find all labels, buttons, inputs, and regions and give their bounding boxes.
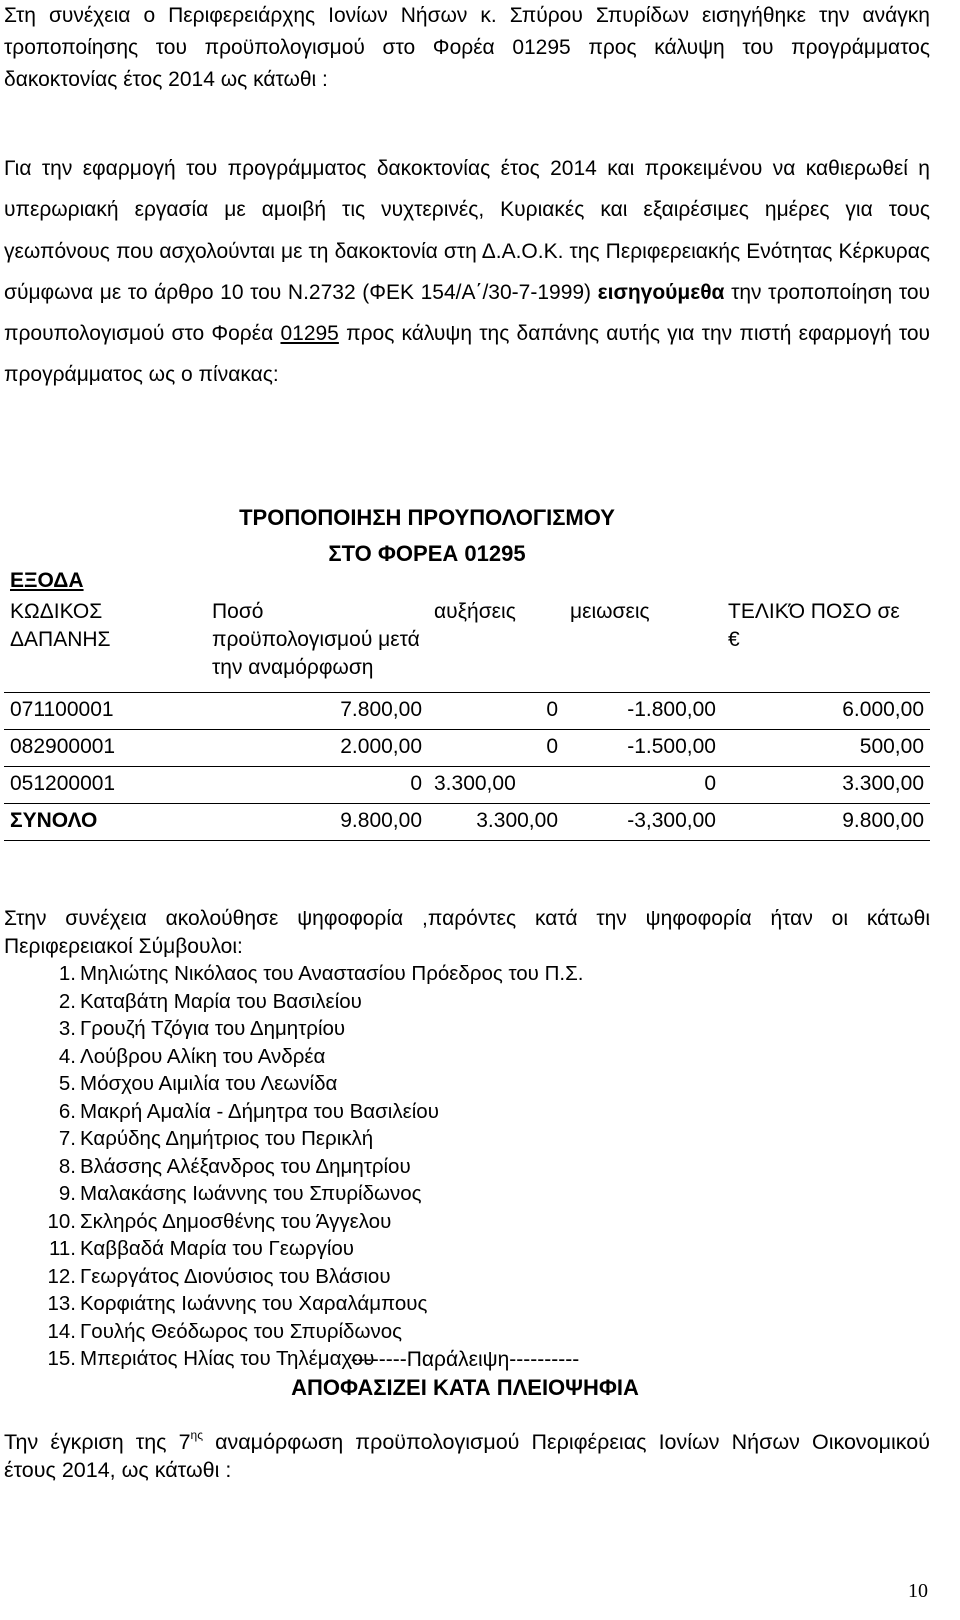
list-item: 14. Γουλής Θεόδωρος του Σπυρίδωνος — [47, 1319, 402, 1343]
row-increase: 0 — [428, 693, 564, 730]
row-amount: 0 — [206, 767, 428, 804]
total-final: 9.800,00 — [722, 804, 930, 841]
list-item: 3. Γρουζή Τζόγια του Δημητρίου — [58, 1017, 346, 1040]
col-final-label: ΤΕΛΙΚΌ ΠΟΣΟ σε — [728, 600, 900, 623]
col-increase-header: αυξήσεις — [428, 596, 564, 693]
proposal-bold: εισηγούμεθα — [597, 280, 725, 304]
table-title: ΤΡΟΠΟΠΟΙΗΣΗ ΠΡΟΥΠΟΛΟΓΙΣΜΟΥ — [239, 505, 615, 530]
list-item: 4. Λούβρου Αλίκη του Ανδρέα — [58, 1044, 326, 1068]
list-item: 8. Βλάσσης Αλέξανδρος του Δημητρίου — [58, 1154, 411, 1178]
euro-sign: € — [728, 628, 740, 651]
vote-paragraph: Στην συνέχεια ακολούθησε ψηφοφορία ,παρόντες κατά την ψηφοφορία ήταν οι κάτωθι Περιφερειακοί Σύμβουλοι: — [4, 907, 930, 958]
col-decrease-header: μειωσεις — [564, 596, 722, 693]
row-final: 500,00 — [722, 730, 930, 767]
proposal-text-3: προς κάλυψη της δαπάνης αυτής για την πιστή εφαρμογή του προγράμματος ως ο πίνακας: — [4, 322, 931, 387]
list-item: 13. Κορφιάτης Ιωάννης του Χαραλάμπους — [47, 1292, 428, 1315]
row-code: 051200001 — [4, 767, 206, 804]
row-final: 3.300,00 — [722, 767, 930, 804]
budget-table — [4, 568, 930, 841]
list-item: 10. Σκληρός Δημοσθένης του Άγγελου — [47, 1209, 392, 1233]
row-increase: 3.300,00 — [428, 767, 564, 804]
members-list — [47, 960, 584, 1373]
list-item: 15. Μπεριάτος Ηλίας του Τηλέμαχου — [47, 1347, 375, 1370]
table-total-row — [4, 804, 930, 841]
list-item: 7. Καρύδης Δημήτριος του Περικλή — [58, 1127, 374, 1150]
total-label: ΣΥΝΟΛΟ — [4, 804, 206, 841]
table-subtitle: ΣΤΟ ΦΟΡΕΑ 01295 — [328, 541, 526, 566]
proposal-paragraph — [4, 148, 930, 396]
row-increase: 0 — [428, 730, 564, 767]
col-amount-header: Ποσό προϋπολογισμού μετά την αναμόρφωση — [206, 596, 428, 693]
intro-paragraph: Στη συνέχεια ο Περιφερειάρχης Ιονίων Νήσων κ. Σπύρου Σπυρίδων εισηγήθηκε την ανάγκη τροποποίησης του προϋπολογισμού στο Φορέα 01295 προς κάλυψη του προγράμματος δακοκτονίας έτος 2014 ως κάτωθι : — [4, 4, 930, 91]
col-code-header: ΚΩΔΙΚΟΣ ΔΑΠΑΝΗΣ — [4, 596, 206, 693]
row-amount: 7.800,00 — [206, 693, 428, 730]
list-item: 5. Μόσχου Αιμιλία του Λεωνίδα — [58, 1072, 338, 1095]
row-final: 6.000,00 — [722, 693, 930, 730]
total-amount: 9.800,00 — [206, 804, 428, 841]
row-decrease: 0 — [564, 767, 722, 804]
table-row — [4, 767, 930, 804]
list-item: 9. Μαλακάσης Ιωάννης του Σπυρίδωνος — [58, 1182, 422, 1205]
section-row — [4, 568, 930, 596]
list-item: 2. Καταβάτη Μαρία του Βασιλείου — [58, 989, 362, 1013]
proposal-underlined-code: 01295 — [280, 322, 339, 346]
omission-marker: --------Παράλειψη---------- — [350, 1348, 580, 1371]
total-decrease: -3,300,00 — [564, 804, 722, 841]
list-item: 1. Μηλιώτης Νικόλαος του Αναστασίου Πρόεδρος του Π.Σ. — [58, 962, 584, 985]
col-final-header — [722, 596, 930, 693]
proposal-text-2: την τροποποίηση του προυπολογισμού στο Φορέα — [4, 280, 930, 346]
decision-heading: ΑΠΟΦΑΣΙΖΕΙ ΚΑΤΑ ΠΛΕΙΟΨΗΦΙΑ — [291, 1375, 639, 1400]
list-item: 11. Καββαδά Μαρία του Γεωργίου — [49, 1237, 354, 1260]
list-item: 12. Γεωργάτος Διονύσιος του Βλάσιου — [47, 1264, 391, 1288]
row-code: 071100001 — [4, 693, 206, 730]
row-decrease: -1.500,00 — [564, 730, 722, 767]
table-row — [4, 730, 930, 767]
row-decrease: -1.800,00 — [564, 693, 722, 730]
final-paragraph: Την έγκριση της $7^{\eta\varsigma}$ αναμόρφωση προϋπολογισμού Περιφέρειας Ιονίων Νήσων Οικονομικού έτους 2014, ως κάτωθι : — [4, 1428, 930, 1482]
ordinal-superscript: ης — [190, 1428, 204, 1442]
table-row — [4, 693, 930, 730]
table-header — [4, 596, 930, 693]
row-code: 082900001 — [4, 730, 206, 767]
section-label: ΕΞΟΔΑ — [10, 569, 84, 592]
total-increase: 3.300,00 — [428, 804, 564, 841]
page-number: 10 — [908, 1580, 928, 1602]
proposal-text-1: Για την εφαρμογή του προγράμματος δακοκτονίας έτος 2014 και προκειμένου να καθιερωθεί η υπερωριακή εργασία με αμοιβή τις νυχτερινές, Κυριακές και εξαιρέσιμες ημέρες για τους γεωπόνους που ασχολούνται με τη δακοκτονία στη Δ.Α.Ο.Κ. της Περιφερειακής Ενότητας Κέρκυρας σύμφωνα με το άρθρο 10 του Ν.2732 (ΦΕΚ 154/Α΄/30-7-1999) — [4, 157, 930, 304]
row-amount: 2.000,00 — [206, 730, 428, 767]
list-item: 6. Μακρή Αμαλία - Δήμητρα του Βασιλείου — [58, 1099, 439, 1123]
